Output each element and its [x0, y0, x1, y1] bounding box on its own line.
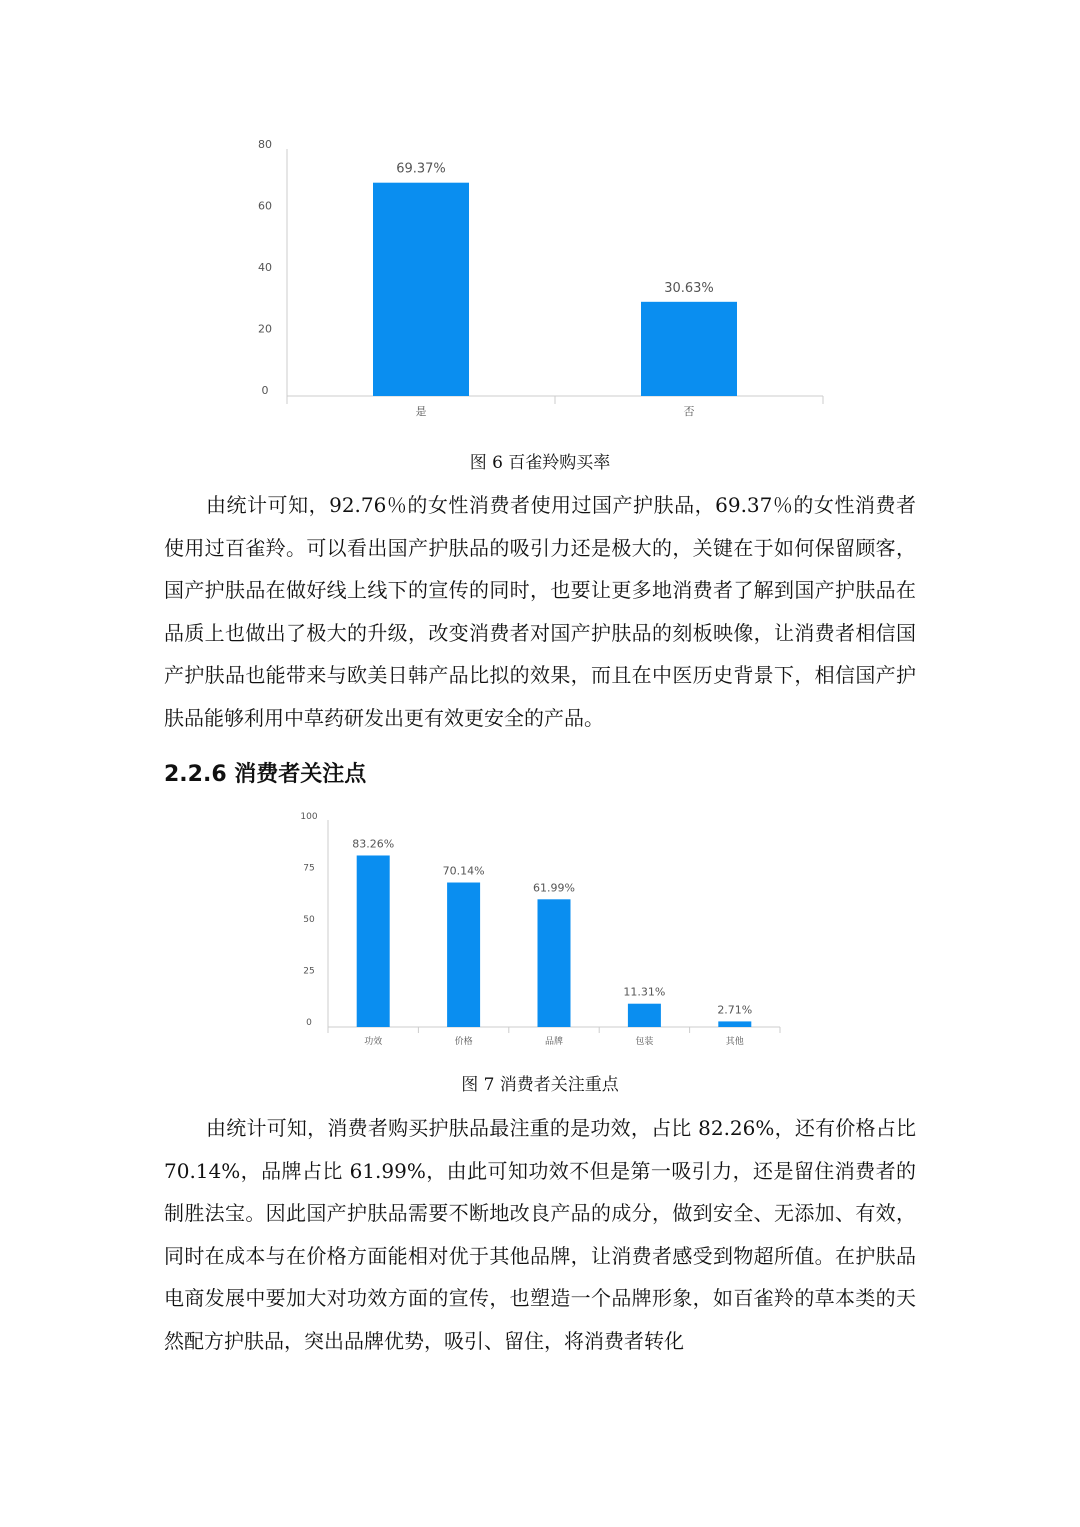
data-label: 30.63%	[664, 280, 714, 296]
x-tick-label: 包装	[635, 1037, 654, 1047]
body-paragraph-2: 由统计可知，消费者购买护肤品最注重的是功效，占比 82.26%，还有价格占比 70.14%，品牌占比 61.99%，由此可知功效不但是第一吸引力，还是留住消费者的制胜法宝。因此国产护肤品需要不断地改良产品的成分，做到安全、无添加、有效，同时在成本与在价格方面能相对优于其他品牌，让消费者感受到物超所值。在护肤品电商发展中要加大对功效方面的宣传，也塑造一个品牌形象，如百雀羚的草本类的天然配方护肤品，突出品牌优势，吸引、留住，将消费者转化	[164, 1116, 916, 1353]
bar-包装	[628, 1004, 661, 1027]
y-tick-label: 60	[258, 199, 272, 213]
x-tick-label: 功效	[364, 1037, 383, 1047]
bar-是	[373, 183, 469, 396]
data-label: 11.31%	[623, 985, 666, 999]
bar-功效	[357, 855, 390, 1027]
x-tick-label: 其他	[725, 1037, 744, 1047]
x-tick-label: 品牌	[544, 1037, 564, 1047]
y-tick-label: 80	[258, 138, 272, 151]
data-label: 70.14%	[442, 864, 485, 878]
x-tick-label: 是	[415, 405, 427, 418]
y-tick-label: 40	[258, 261, 272, 274]
figure6-chart-svg	[250, 140, 840, 425]
x-tick-label: 否	[683, 405, 695, 418]
y-tick-label: 25	[303, 966, 315, 977]
figure7-chart	[290, 810, 800, 1055]
y-tick-label: 0	[261, 384, 269, 397]
y-tick-label: 20	[258, 322, 272, 336]
bar-价格	[447, 883, 480, 1027]
y-tick-label: 0	[306, 1018, 312, 1028]
data-label: 69.37%	[396, 161, 446, 177]
data-label: 83.26%	[352, 837, 395, 851]
bar-其他	[718, 1021, 751, 1027]
section-heading: 2.2.6 消费者关注点	[164, 762, 367, 787]
data-label: 61.99%	[533, 881, 575, 895]
x-tick-label: 价格	[454, 1037, 473, 1047]
figure6-chart	[250, 140, 840, 425]
figure7-chart-svg	[290, 810, 800, 1055]
body-paragraph-1: 由统计可知，92.76％的女性消费者使用过国产护肤品，69.37％的女性消费者使用过百雀羚。可以看出国产护肤品的吸引力还是极大的，关键在于如何保留顾客，国产护肤品在做好线上线下的宣传的同时，也要让更多地消费者了解到国产护肤品在品质上也做出了极大的升级，改变消费者对国产护肤品的刻板映像，让消费者相信国产护肤品也能带来与欧美日韩产品比拟的效果，而且在中医历史背景下，相信国产护肤品能够利用中草药研发出更有效更安全的产品。	[164, 493, 916, 730]
figure7-caption: 图 7 消费者关注重点	[461, 1075, 619, 1095]
y-tick-label: 100	[300, 812, 318, 822]
bar-否	[641, 302, 737, 396]
bar-品牌	[538, 899, 571, 1027]
data-label: 2.71%	[717, 1003, 753, 1017]
y-tick-label: 75	[303, 863, 315, 874]
figure6-caption: 图 6 百雀羚购买率	[469, 453, 611, 473]
y-tick-label: 50	[303, 915, 315, 925]
